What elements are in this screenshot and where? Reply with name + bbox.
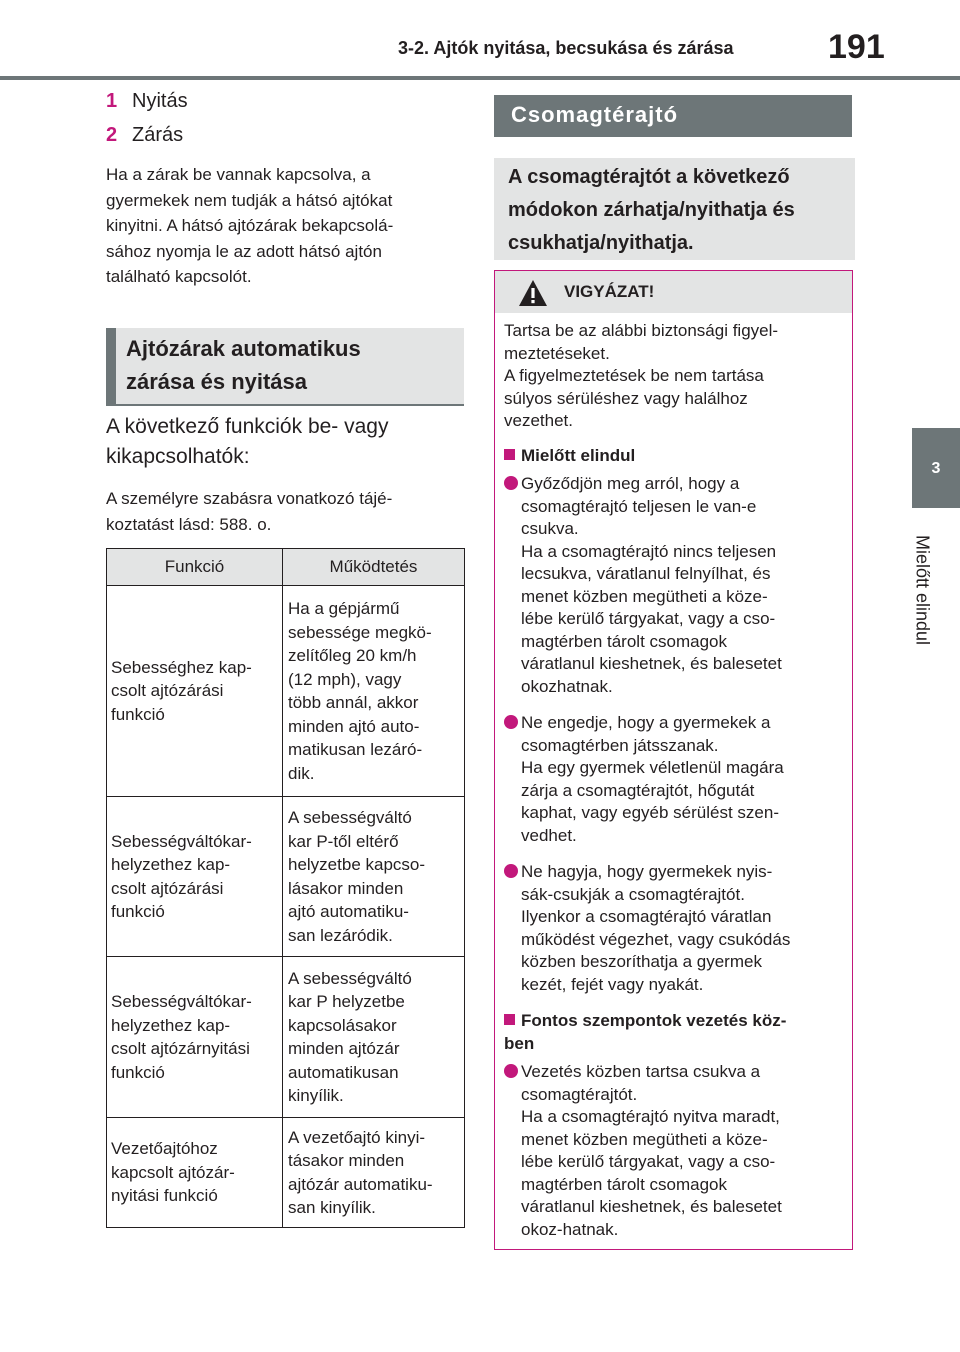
trunk-intro-text: A csomagtérajtót a következő módokon zárhatja/nyithatja és csukhatja/nyithatja. <box>508 166 795 254</box>
child-lock-paragraph: Ha a zárak be vannak kapcsolva, a gyermekek nem tudják a hátsó ajtókat kinyitni. A hátsó ajtózárak bekapcsolá- sához nyomja le az adott hátsó ajtón található kapcsolót. <box>106 165 394 286</box>
warning-box <box>494 270 853 1250</box>
warning-section-label: Fontos szempontok vezetés köz- ben <box>504 1011 787 1053</box>
warning-bullet-text: Ne hagyja, hogy gyermekek nyis- sák-csukják a csomagtérajtót. Ilyenkor a csomagtérajtó váratlan működést végezhet, vagy csukódás közben beszoríthatja a gyermek kezét, fejét vagy nyakát. <box>521 862 791 994</box>
table-cell-operation: Ha a gépjármű sebessége megkö- zelítőleg 20 km/h (12 mph), vagy több annál, akkor minden ajtó auto- matikusan lezáró- dik. <box>283 586 465 797</box>
table-row <box>107 586 465 797</box>
function-table <box>106 548 465 1228</box>
table-cell-operation: A sebességváltó kar P-től eltérő helyzetbe kapcso- lásakor minden ajtó automatiku- san lezáródik. <box>283 797 465 957</box>
table-cell-function: Vezetőajtóhoz kapcsolt ajtózár- nyitási funkció <box>107 1118 283 1228</box>
chapter-title: 3-2. Ajtók nyitása, becsukása és zárása <box>398 38 734 58</box>
step-close <box>106 124 183 147</box>
chapter-side-label <box>902 520 942 660</box>
warning-section-while-driving <box>504 1010 842 1055</box>
table-row <box>107 797 465 957</box>
square-bullet-icon <box>504 1014 515 1025</box>
warning-bullet-text: Vezetés közben tartsa csukva a csomagtérajtót. Ha a csomagtérajtó nyitva maradt, menet közben megütheti a köze- lébe kerülő tárgyakat, vagy a cso- magtérben tárolt csomagok váratlanul kieshetnek, és balesetet okoz-hatnak. <box>521 1062 782 1239</box>
step-number: 1 <box>106 90 118 112</box>
chapter-side-label-text: Mielőtt elindul <box>912 534 933 646</box>
warning-bullet <box>504 473 842 698</box>
section-intro: A következő funkciók be- vagy kikapcsolhatók: <box>106 415 389 468</box>
warning-bullet <box>504 1061 842 1241</box>
trunk-title-text: Csomagtérajtó <box>511 102 679 127</box>
warning-triangle-icon <box>518 279 548 307</box>
trunk-intro-box <box>494 158 855 260</box>
warning-intro: Tartsa be az alábbi biztonsági figyel- meztetéseket. A figyelmeztetések be nem tartása súlyos sérüléshez vagy halálhoz vezethet. <box>504 321 779 430</box>
table-cell-operation: A vezetőajtó kinyi- tásakor minden ajtózár automatiku- san kinyílik. <box>283 1118 465 1228</box>
page-number: 191 <box>828 28 885 66</box>
warning-section-label: Mielőtt elindul <box>521 446 636 465</box>
bullet-dot-icon <box>504 476 518 490</box>
chapter-tab <box>912 428 960 508</box>
table-cell-function: Sebességváltókar- helyzethez kap- csolt ajtózárási funkció <box>107 797 283 957</box>
warning-bullet-text: Ne engedje, hogy a gyermekek a csomagtérben játsszanak. Ha egy gyermek véletlenül magára zárja a csomagtérajtót, hőgutát kaphat, vagy egyéb sérülést szen- vedhet. <box>521 713 784 845</box>
header-divider <box>0 76 960 80</box>
bullet-dot-icon <box>504 715 518 729</box>
warning-bullet <box>504 861 842 996</box>
section-heading-auto-lock <box>106 328 464 406</box>
customization-note: A személyre szabásra vonatkozó tájé- koztatást lásd: 588. o. <box>106 489 393 534</box>
step-label: Nyitás <box>132 90 188 112</box>
chapter-tab-number: 3 <box>931 460 941 477</box>
table-cell-function: Sebességváltókar- helyzethez kap- csolt ajtózárnyitási funkció <box>107 957 283 1118</box>
table-header-row <box>107 549 465 586</box>
table-cell-operation: A sebességváltó kar P helyzetbe kapcsolásakor minden ajtózár automatikusan kinyílik. <box>283 957 465 1118</box>
table-header-function: Funkció <box>107 549 283 586</box>
trunk-section-title <box>494 95 852 137</box>
table-cell-function: Sebességhez kap- csolt ajtózárási funkció <box>107 586 283 797</box>
step-number: 2 <box>106 124 118 146</box>
square-bullet-icon <box>504 449 515 460</box>
warning-bullet-text: Győződjön meg arról, hogy a csomagtérajtó teljesen le van-e csukva. Ha a csomagtérajtó nincs teljesen lecsukva, váratlanul felnyílhat, és menet közben megütheti a köze- lébe kerülő tárgyakat, vagy a cso- magtérben tárolt csomagok váratlanul kieshetnek, és balesetet okozhatnak. <box>521 474 782 696</box>
table-row <box>107 1118 465 1228</box>
warning-section-before-driving <box>504 445 842 468</box>
warning-title: VIGYÁZAT! <box>564 282 655 301</box>
bullet-dot-icon <box>504 864 518 878</box>
section-heading-text: Ajtózárak automatikus zárása és nyitása <box>126 336 361 394</box>
warning-header <box>495 271 852 313</box>
bullet-dot-icon <box>504 1064 518 1078</box>
warning-bullet <box>504 712 842 847</box>
section-heading-bar <box>106 328 116 404</box>
step-label: Zárás <box>132 124 184 146</box>
step-open <box>106 90 188 113</box>
table-header-operation: Működtetés <box>283 549 465 586</box>
table-row <box>107 957 465 1118</box>
